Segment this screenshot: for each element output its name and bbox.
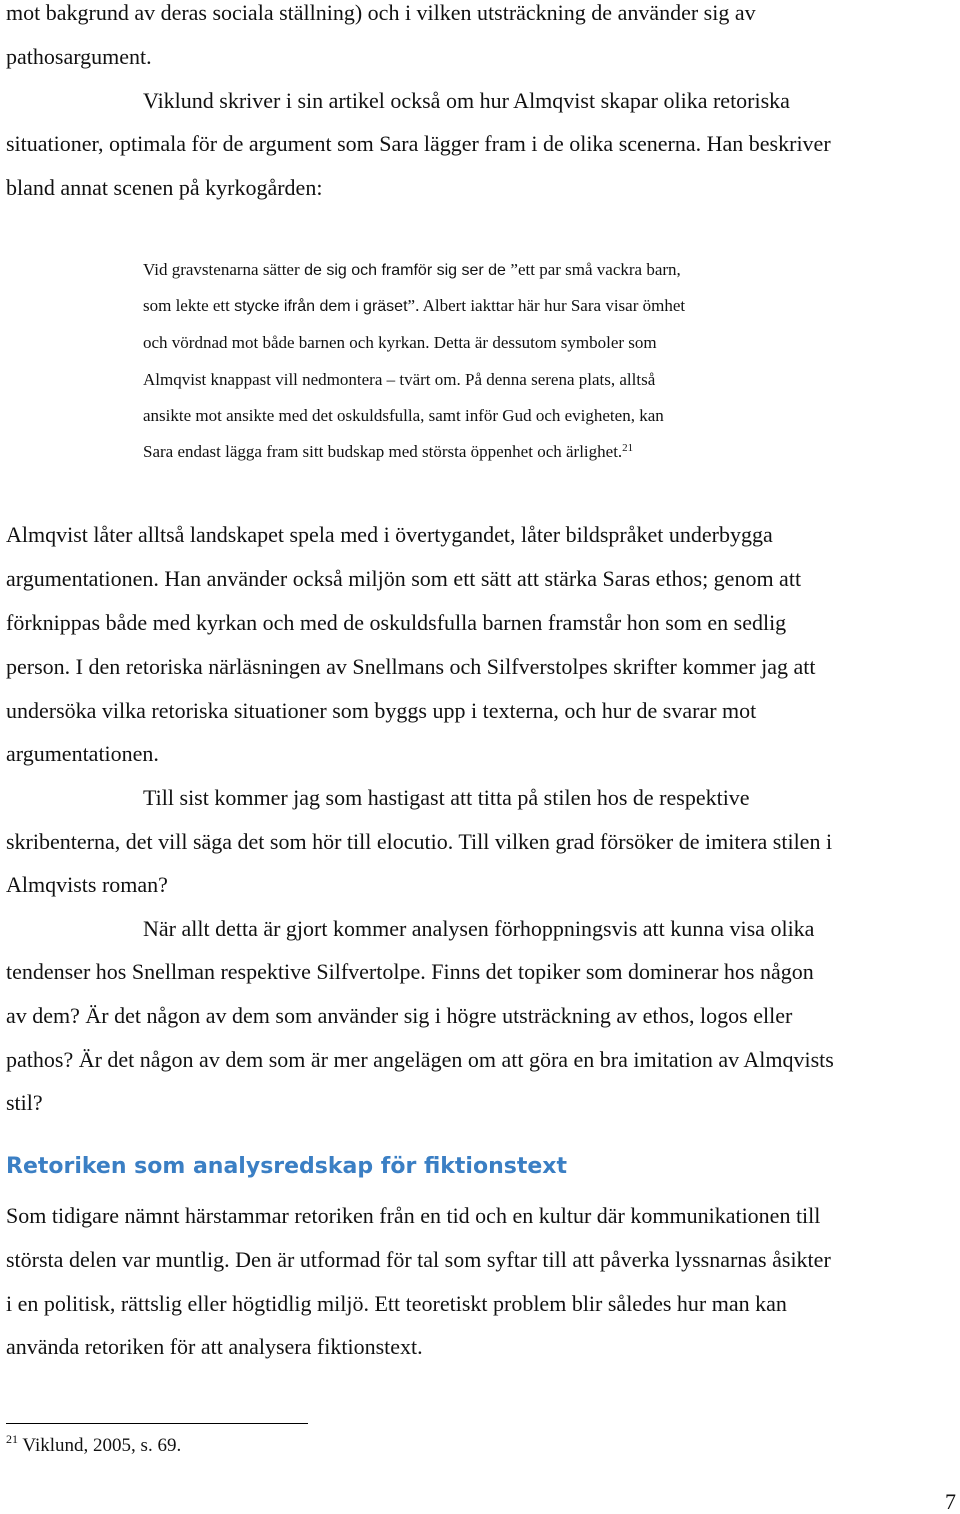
body-text-line: argumentationen. [6,741,159,766]
body-text-line: situationer, optimala för de argument som Sara lägger fram i de olika scenerna. Han beskriver [6,131,831,156]
body-text-line: Som tidigare nämnt härstammar retoriken från en tid och en kultur där kommunikationen till [6,1203,821,1228]
body-text-line: Viklund skriver i sin artikel också om hur Almqvist skapar olika retoriska [143,88,790,113]
quote-segment: ”ett par små vackra barn, [510,260,681,279]
block-quote-line [143,295,685,318]
body-text-line: Almqvists roman? [6,872,168,897]
body-text-line: tendenser hos Snellman respektive Silfvertolpe. Finns det topiker som dominerar hos någon [6,959,814,984]
body-text-line: pathosargument. [6,44,152,69]
body-text-line: Almqvist låter alltså landskapet spela med i övertygandet, låter bildspråket underbygga [6,522,773,547]
block-quote-line [143,441,633,463]
body-text-line: mot bakgrund av deras sociala ställning) och i vilken utsträckning de använder sig av [6,0,756,25]
body-text-line: av dem? Är det någon av dem som använder sig i högre utsträckning av ethos, logos eller [6,1003,793,1028]
footnote [6,1434,181,1458]
footnote-text: Viklund, 2005, s. 69. [18,1435,182,1456]
body-text-line: i en politisk, rättslig eller högtidlig miljö. Ett teoretiskt problem blir således hur man kan [6,1291,787,1316]
footnote-reference[interactable]: 21 [622,442,634,454]
block-quote-line [143,259,681,282]
body-text-line: person. I den retoriska närläsningen av Snellmans och Silfverstolpes skrifter kommer jag att [6,654,816,679]
section-heading: Retoriken som analysredskap för fiktionstext [6,1154,567,1179]
body-text-line: argumentationen. Han använder också miljön som ett sätt att stärka Saras ethos; genom att [6,566,802,591]
footnote-separator [6,1423,308,1424]
quote-segment: de sig och framför sig ser de [299,262,511,279]
body-text-line: största delen var muntlig. Den är utformad för tal som syftar till att påverka lyssnarnas åsikter [6,1247,831,1272]
body-text-line: bland annat scenen på kyrkogården: [6,175,323,200]
block-quote-line: och vördnad mot både barnen och kyrkan. Detta är dessutom symboler som [143,333,657,352]
body-text-line: Till sist kommer jag som hastigast att titta på stilen hos de respektive [143,785,750,810]
body-text-line: stil? [6,1090,43,1115]
quote-segment: Sara endast lägga fram sitt budskap med största öppenhet och ärlighet. [143,442,623,461]
quote-segment: ”. Albert iakttar här hur Sara visar ömhet [407,296,686,315]
quote-segment: som lekte ett [143,296,235,315]
footnote-number: 21 [6,1432,18,1446]
body-text-line: När allt detta är gjort kommer analysen förhoppningsvis att kunna visa olika [143,916,815,941]
body-text-line: förknippas både med kyrkan och med de oskuldsfulla barnen framstår hon som en sedlig [6,610,787,635]
body-text-line: undersöka vilka retoriska situationer som byggs upp i texterna, och hur de svarar mot [6,698,757,723]
body-text-line: skribenterna, det vill säga det som hör till elocutio. Till vilken grad försöker de imitera stilen i [6,829,833,854]
body-text-line: pathos? Är det någon av dem som är mer angelägen om att göra en bra imitation av Almqvists [6,1047,834,1072]
quote-segment: Vid gravstenarna sätter [143,260,300,279]
quote-segment: stycke ifrån dem i gräset [234,298,408,315]
block-quote-line: Almqvist knappast vill nedmontera – tvärt om. På denna serena plats, alltså [143,370,656,389]
page-number: 7 [945,1489,956,1514]
body-text-line: använda retoriken för att analysera fiktionstext. [6,1334,423,1359]
block-quote-line: ansikte mot ansikte med det oskuldsfulla, samt inför Gud och evigheten, kan [143,406,664,425]
